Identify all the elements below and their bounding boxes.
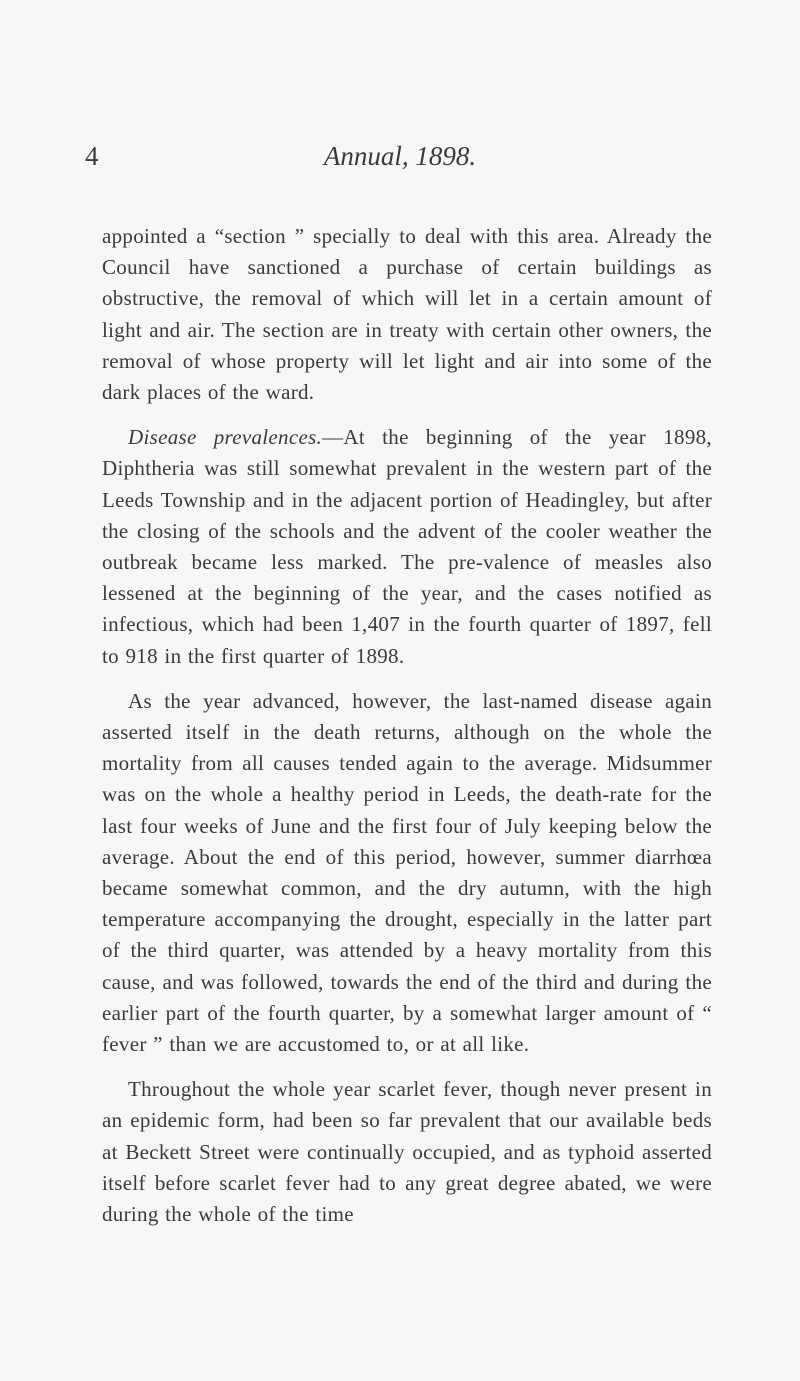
paragraph-2 bbox=[102, 422, 712, 672]
paragraph-4 bbox=[102, 1074, 712, 1230]
page-header bbox=[0, 136, 800, 176]
paragraph-4-text: Throughout the whole year scarlet fever, though never present in an epidemic form, had been so far prevalent that our available beds at Beckett Street were continually occupied, and as typhoid asserted itself before scarlet fever had to any great degree abated, we were during the whole of the time bbox=[102, 1077, 712, 1227]
run-in-heading: Disease prevalences. bbox=[128, 425, 323, 450]
paragraph-2-text: —At the beginning of the year 1898, Diphtheria was still somewhat prevalent in the western part of the Leeds Township and in the adjacent portion of Headingley, but after the closing of the schools and the advent of the cooler weather the outbreak became less marked. The pre-valence of measles also lessened at the beginning of the year, and the cases notified as infectious, which had been 1,407 in the fourth quarter of 1897, fell to 918 in the first quarter of 1898. bbox=[102, 425, 712, 668]
paragraph-3 bbox=[102, 686, 712, 1060]
body-text bbox=[102, 221, 712, 1230]
paragraph-3-text: As the year advanced, however, the last-named disease again asserted itself in the death returns, although on the whole the mortality from all causes tended again to the average. Midsummer was on the whole a healthy period in Leeds, the death-rate for the last four weeks of June and the first four of July keeping below the average. About the end of this period, however, summer diarrhœa became somewhat common, and the dry autumn, with the high temperature accompanying the drought, especially in the latter part of the third quarter, was attended by a heavy mortality from this cause, and was followed, towards the end of the third and during the earlier part of the fourth quarter, by a somewhat larger amount of “ fever ” than we are accustomed to, or at all like. bbox=[102, 688, 712, 1057]
page-number: 4 bbox=[85, 141, 99, 171]
paragraph-1 bbox=[102, 221, 712, 408]
running-head: Annual, 1898. bbox=[323, 141, 477, 171]
paragraph-1-text: appointed a “section ” specially to deal with this area. Already the Council have sanctioned a purchase of certain buildings as obstructive, the removal of which will let in a certain amount of light and air. The section are in treaty with certain other owners, the removal of whose property will let light and air into some of the dark places of the ward. bbox=[102, 224, 712, 405]
